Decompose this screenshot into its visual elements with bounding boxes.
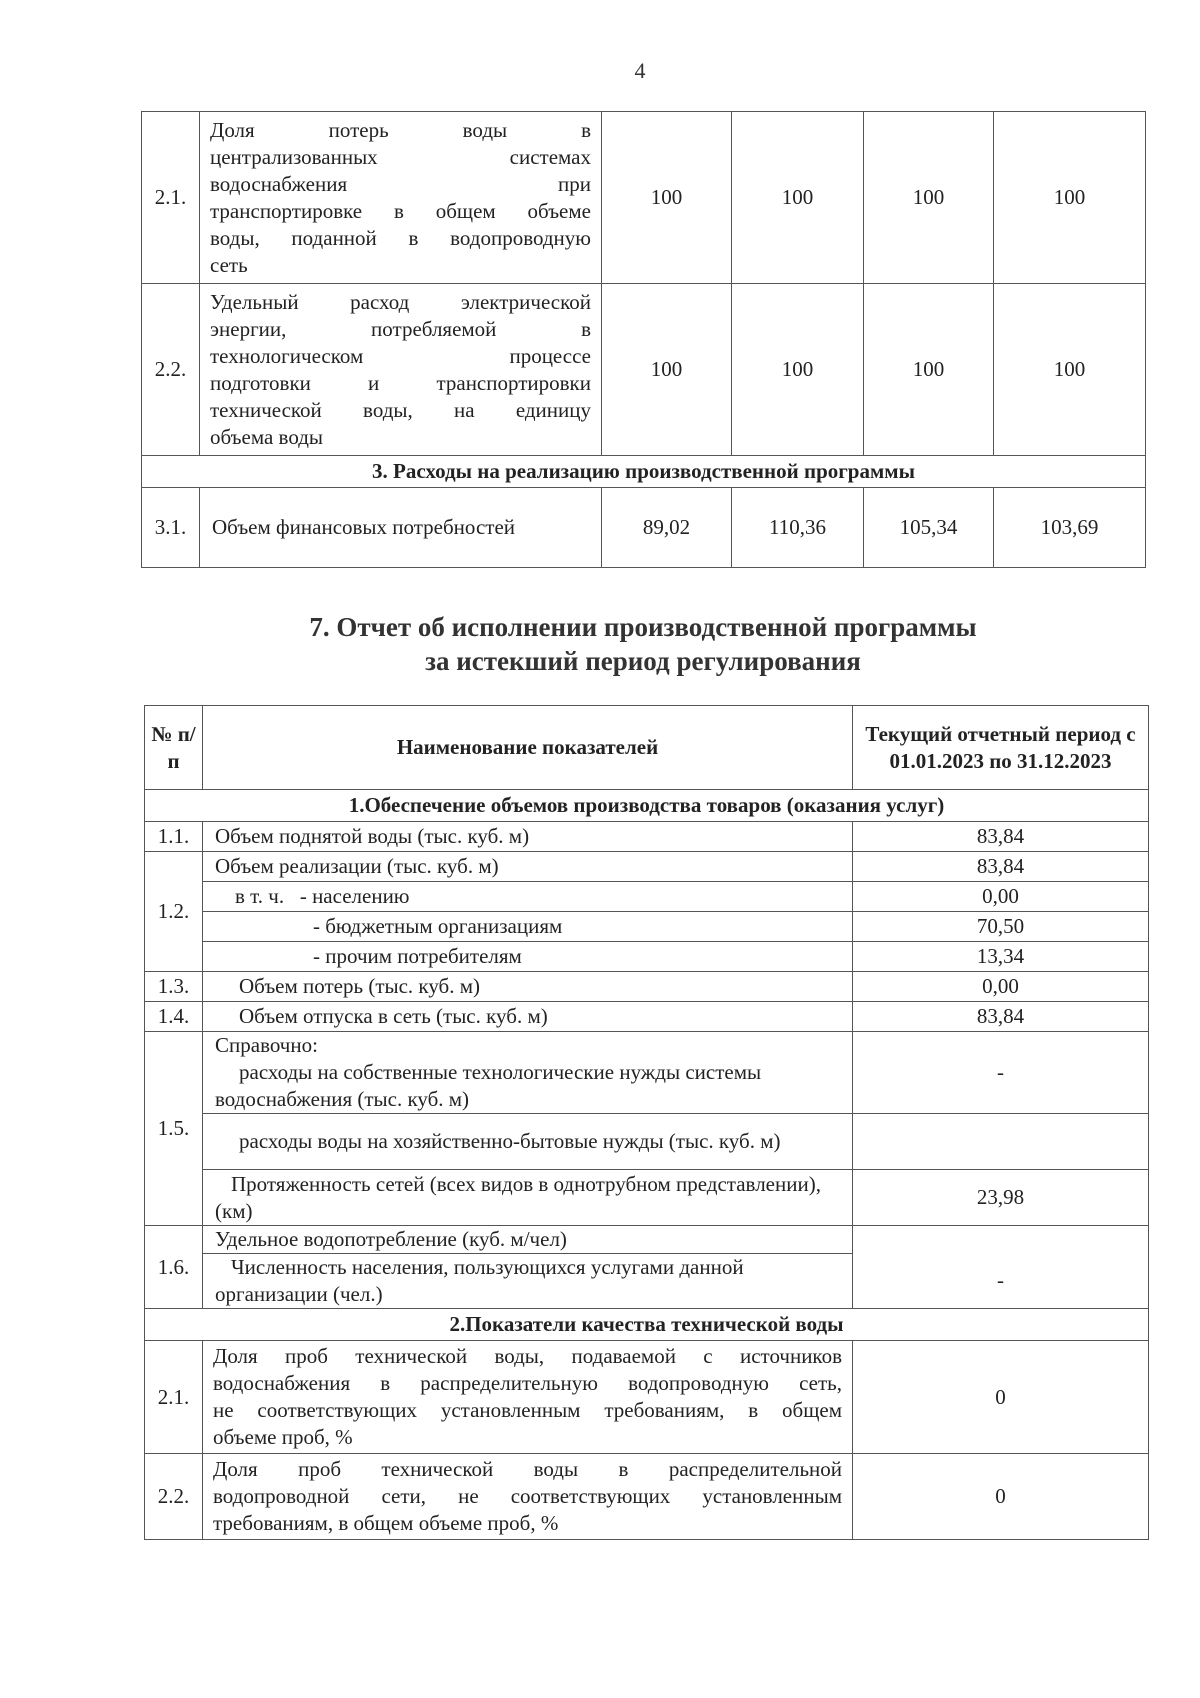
row-number: 1.3. [145,972,203,1002]
header-period: Текущий отчетный период с 01.01.2023 по 31.12.2023 [853,706,1149,790]
value-cell: 100 [732,284,864,456]
table-row [145,972,1149,1002]
indicator-name: Объем реализации (тыс. куб. м) [203,852,853,882]
section-title: 1.Обеспечение объемов производства товаров (оказания услуг) [145,790,1149,822]
indicator-name: Удельный расход электрической энергии, потребляемой в технологическом процессе подготовки и транспортировки технической воды, на единицу объема воды [200,284,602,456]
table-row [145,852,1149,882]
section-row [145,1309,1149,1341]
row-number: 1.1. [145,822,203,852]
value-cell: 100 [602,284,732,456]
value-cell: 23,98 [853,1170,1149,1226]
table-row [145,1032,1149,1114]
value-cell: 100 [864,112,994,284]
section-heading: 7. Отчет об исполнении производственной программы за истекший период регулирования [309,612,977,676]
table-row [145,942,1149,972]
value-cell: 0,00 [853,882,1149,912]
value-cell: 100 [602,112,732,284]
table-row [145,1002,1149,1032]
row-number: 3.1. [142,488,200,568]
indicator-name: Протяженность сетей (всех видов в однотрубном представлении), (км) [203,1170,853,1226]
indicator-name: Объем финансовых потребностей [200,488,602,568]
row-number: 1.5. [145,1032,203,1226]
page-number: 4 [634,58,646,83]
indicator-name: Объем потерь (тыс. куб. м) [203,972,853,1002]
indicator-name: Численность населения, пользующихся услугами данной организации (чел.) [203,1254,853,1309]
value-cell [853,1114,1149,1170]
header-row [145,706,1149,790]
production-program-table [141,111,1146,568]
value-cell: 83,84 [853,1002,1149,1032]
section-title: 3. Расходы на реализацию производственной программы [142,456,1146,488]
table-row [145,882,1149,912]
indicator-name: Удельное водопотребление (куб. м/чел) [203,1226,853,1254]
indicator-name: Объем отпуска в сеть (тыс. куб. м) [203,1002,853,1032]
header-name: Наименование показателей [203,706,853,790]
reference-label: Справочно: [215,1033,318,1057]
report-table [144,705,1149,1540]
indicator-name [203,1032,853,1114]
table-row [142,488,1146,568]
row-number: 2.2. [142,284,200,456]
value-cell: 89,02 [602,488,732,568]
table-row [142,112,1146,284]
indicator-name: Доля потерь воды в централизованных системах водоснабжения при транспортировке в общем объеме воды, поданной в водопроводную сеть [200,112,602,284]
value-cell: 100 [994,284,1146,456]
table-row [145,822,1149,852]
section-row [145,790,1149,822]
row-number: 2.1. [145,1341,203,1454]
value-cell: 100 [994,112,1146,284]
value-cell: 0,00 [853,972,1149,1002]
value-cell: 0 [853,1454,1149,1540]
table-row [145,1341,1149,1454]
value-cell: - [853,1226,1149,1309]
indicator-name: - прочим потребителям [203,942,853,972]
indicator-name: в т. ч. - населению [203,882,853,912]
header-number: № п/п [145,706,203,790]
row-number: 1.4. [145,1002,203,1032]
row-number: 1.2. [145,852,203,972]
row-number: 2.1. [142,112,200,284]
value-cell: 13,34 [853,942,1149,972]
indicator-name: Объем поднятой воды (тыс. куб. м) [203,822,853,852]
table-row [142,284,1146,456]
indicator-name: Доля проб технической воды, подаваемой с источников водоснабжения в распределительную водопроводную сеть, не соответствующих установленным требованиям, в общем объеме проб, % [203,1341,853,1454]
indicator-name: Доля проб технической воды в распределительной водопроводной сети, не соответствующих установленным требованиям, в общем объеме проб, % [203,1454,853,1540]
value-cell: 0 [853,1341,1149,1454]
value-cell: 70,50 [853,912,1149,942]
value-cell: 83,84 [853,852,1149,882]
value-cell: 100 [732,112,864,284]
value-cell: - [853,1032,1149,1114]
value-cell: 103,69 [994,488,1146,568]
value-cell: 83,84 [853,822,1149,852]
table-row [145,1454,1149,1540]
table-row [145,1226,1149,1254]
table-row [145,1114,1149,1170]
section-title: 2.Показатели качества технической воды [145,1309,1149,1341]
indicator-name: - бюджетным организациям [203,912,853,942]
value-cell: 105,34 [864,488,994,568]
row-number: 2.2. [145,1454,203,1540]
indicator-name: расходы воды на хозяйственно-бытовые нужды (тыс. куб. м) [203,1114,853,1170]
row-number: 1.6. [145,1226,203,1309]
section-row [142,456,1146,488]
table-row [145,1170,1149,1226]
value-cell: 100 [864,284,994,456]
table-row [145,912,1149,942]
own-needs-label: расходы на собственные технологические нужды системы водоснабжения (тыс. куб. м) [215,1060,762,1111]
value-cell: 110,36 [732,488,864,568]
